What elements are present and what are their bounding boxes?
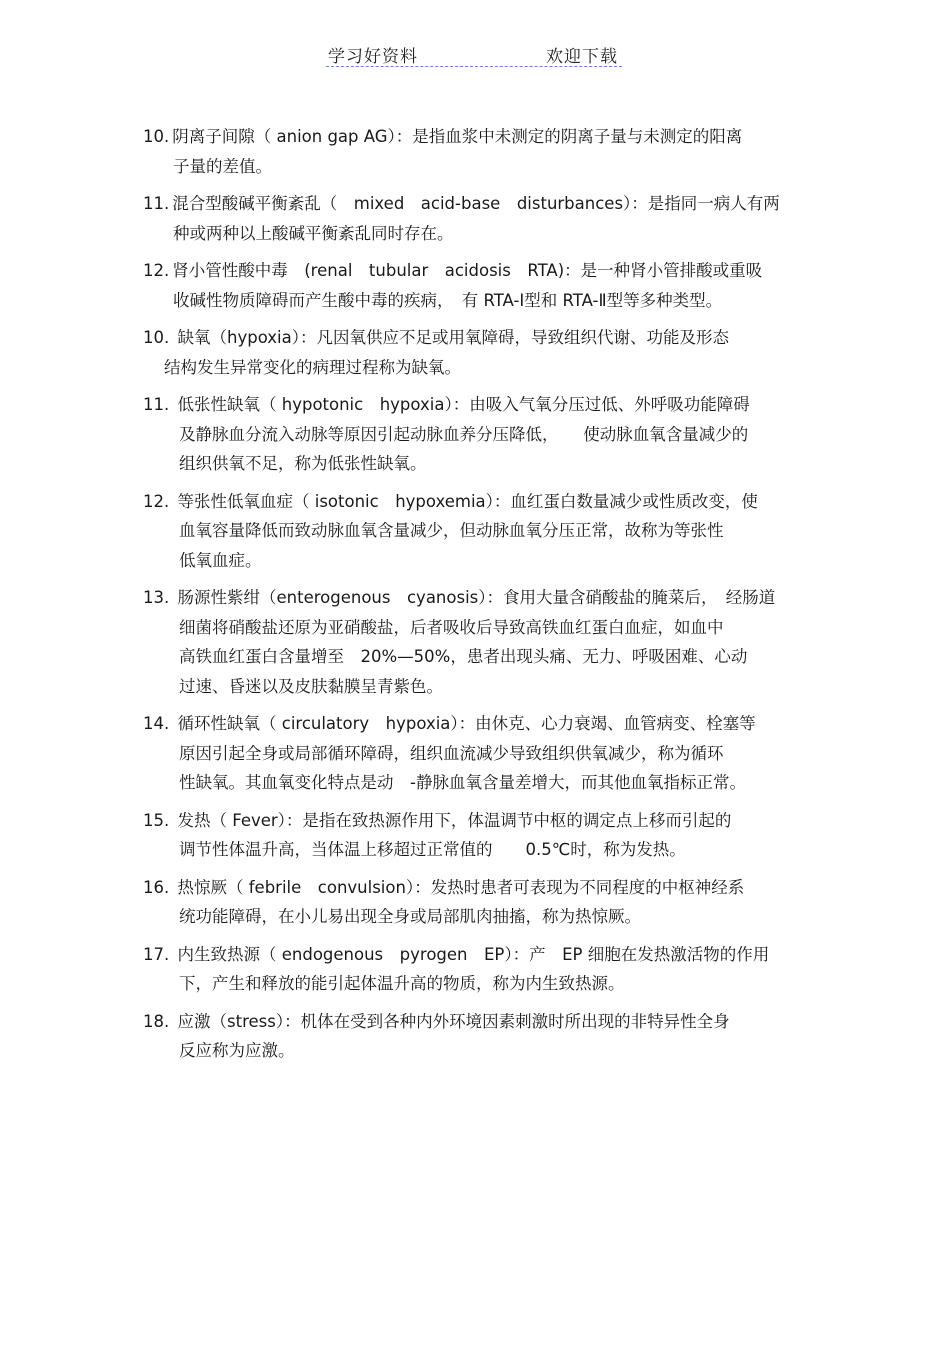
item-number: 10. [143, 327, 170, 347]
item-number: 16. [143, 877, 170, 897]
item-number: 13. [143, 588, 170, 608]
item-text: 高铁血红蛋白含量增至 20%—50%，患者出现头痛、无力、呼吸困难、心动 [179, 647, 748, 667]
item-text: 缺氧（hypoxia）：凡因氧供应不足或用氧障碍，导致组织代谢、功能及形态 [177, 327, 729, 347]
item-text: 收碱性物质障碍而产生酸中毒的疾病， 有 RTA-Ⅰ型和 RTA-Ⅱ型等多种类型。 [173, 290, 723, 310]
item-text: 低张性缺氧（ hypotonic hypoxia）：由吸入气氧分压过低、外呼吸功能障碍 [177, 394, 750, 414]
definition-item [143, 1007, 823, 1066]
definition-item [143, 189, 823, 248]
item-number: 12. [143, 260, 170, 280]
item-text: 及静脉血分流入动脉等原因引起动脉血养分压降低， 使动脉血氧含量减少的 [179, 424, 749, 444]
definition-item [143, 806, 823, 865]
item-text: 性缺氧。其血氧变化特点是动 -静脉血氧含量差增大，而其他血氧指标正常。 [179, 773, 746, 793]
item-text: 混合型酸碱平衡紊乱（ mixed acid-base disturbances）：是指同一病人有两 [172, 193, 780, 213]
definition-item [143, 390, 823, 479]
definition-item [143, 940, 823, 999]
definition-item [143, 873, 823, 932]
item-number: 12. [143, 491, 170, 511]
header-right-text: 欢迎下载 [546, 47, 618, 67]
item-text: 低氧血症。 [179, 550, 262, 570]
item-text: 应激（stress）：机体在受到各种内外环境因素刺激时所出现的非特异性全身 [177, 1011, 730, 1031]
item-text: 下，产生和释放的能引起体温升高的物质，称为内生致热源。 [179, 974, 625, 994]
item-text: 肠源性紫绀（enterogenous cyanosis）：食用大量含硝酸盐的腌菜后， 经肠道 [177, 588, 776, 608]
item-number: 18. [143, 1011, 170, 1031]
definition-item [143, 122, 823, 181]
item-text: 过速、昏迷以及皮肤黏膜呈青紫色。 [179, 676, 443, 696]
item-text: 组织供氧不足，称为低张性缺氧。 [179, 454, 427, 474]
item-number: 11. [143, 193, 170, 213]
item-text: 反应称为应激。 [179, 1041, 295, 1061]
item-text: 调节性体温升高，当体温上移超过正常值的 0.5℃时，称为发热。 [179, 840, 686, 860]
item-text: 血氧容量降低而致动脉血氧含量减少，但动脉血氧分压正常，故称为等张性 [179, 521, 724, 541]
item-text: 细菌将硝酸盐还原为亚硝酸盐，后者吸收后导致高铁血红蛋白血症，如血中 [179, 617, 724, 637]
item-text: 阴离子间隙（ anion gap AG）：是指血浆中未测定的阴离子量与未测定的阳离 [172, 127, 743, 146]
item-number: 17. [143, 944, 170, 964]
item-text: 结构发生异常变化的病理过程称为缺氧。 [164, 357, 461, 377]
item-text: 原因引起全身或局部循环障碍，组织血流减少导致组织供氧减少，称为循环 [179, 743, 724, 763]
item-number: 15. [143, 810, 170, 830]
item-text: 发热（ Fever）：是指在致热源作用下，体温调节中枢的调定点上移而引起的 [177, 810, 732, 830]
definition-item [143, 709, 823, 798]
item-text: 内生致热源（ endogenous pyrogen EP）：产 EP 细胞在发热激活物的作用 [177, 944, 770, 964]
item-text: 等张性低氧血症（ isotonic hypoxemia）：血红蛋白数量减少或性质改变，使 [177, 491, 758, 511]
page-header [326, 40, 622, 67]
header-left-text: 学习好资料 [328, 47, 418, 67]
item-text: 子量的差值。 [173, 156, 272, 176]
definition-item [143, 323, 823, 382]
definition-item [143, 583, 823, 701]
definition-item [143, 487, 823, 576]
definition-item [143, 256, 823, 315]
item-text: 统功能障碍，在小儿易出现全身或局部肌肉抽搐，称为热惊厥。 [179, 907, 641, 927]
item-number: 14. [143, 714, 170, 734]
item-text: 热惊厥（ febrile convulsion）：发热时患者可表现为不同程度的中枢神经系 [177, 877, 745, 897]
item-number: 10. [143, 127, 170, 146]
item-text: 肾小管性酸中毒 (renal tubular acidosis RTA)：是一种肾小管排酸或重吸 [172, 260, 763, 280]
item-text: 种或两种以上酸碱平衡紊乱同时存在。 [173, 223, 454, 243]
item-text: 循环性缺氧（ circulatory hypoxia）：由休克、心力衰竭、血管病变、栓塞等 [177, 714, 756, 734]
item-number: 11. [143, 394, 170, 414]
definition-list [143, 122, 823, 1074]
